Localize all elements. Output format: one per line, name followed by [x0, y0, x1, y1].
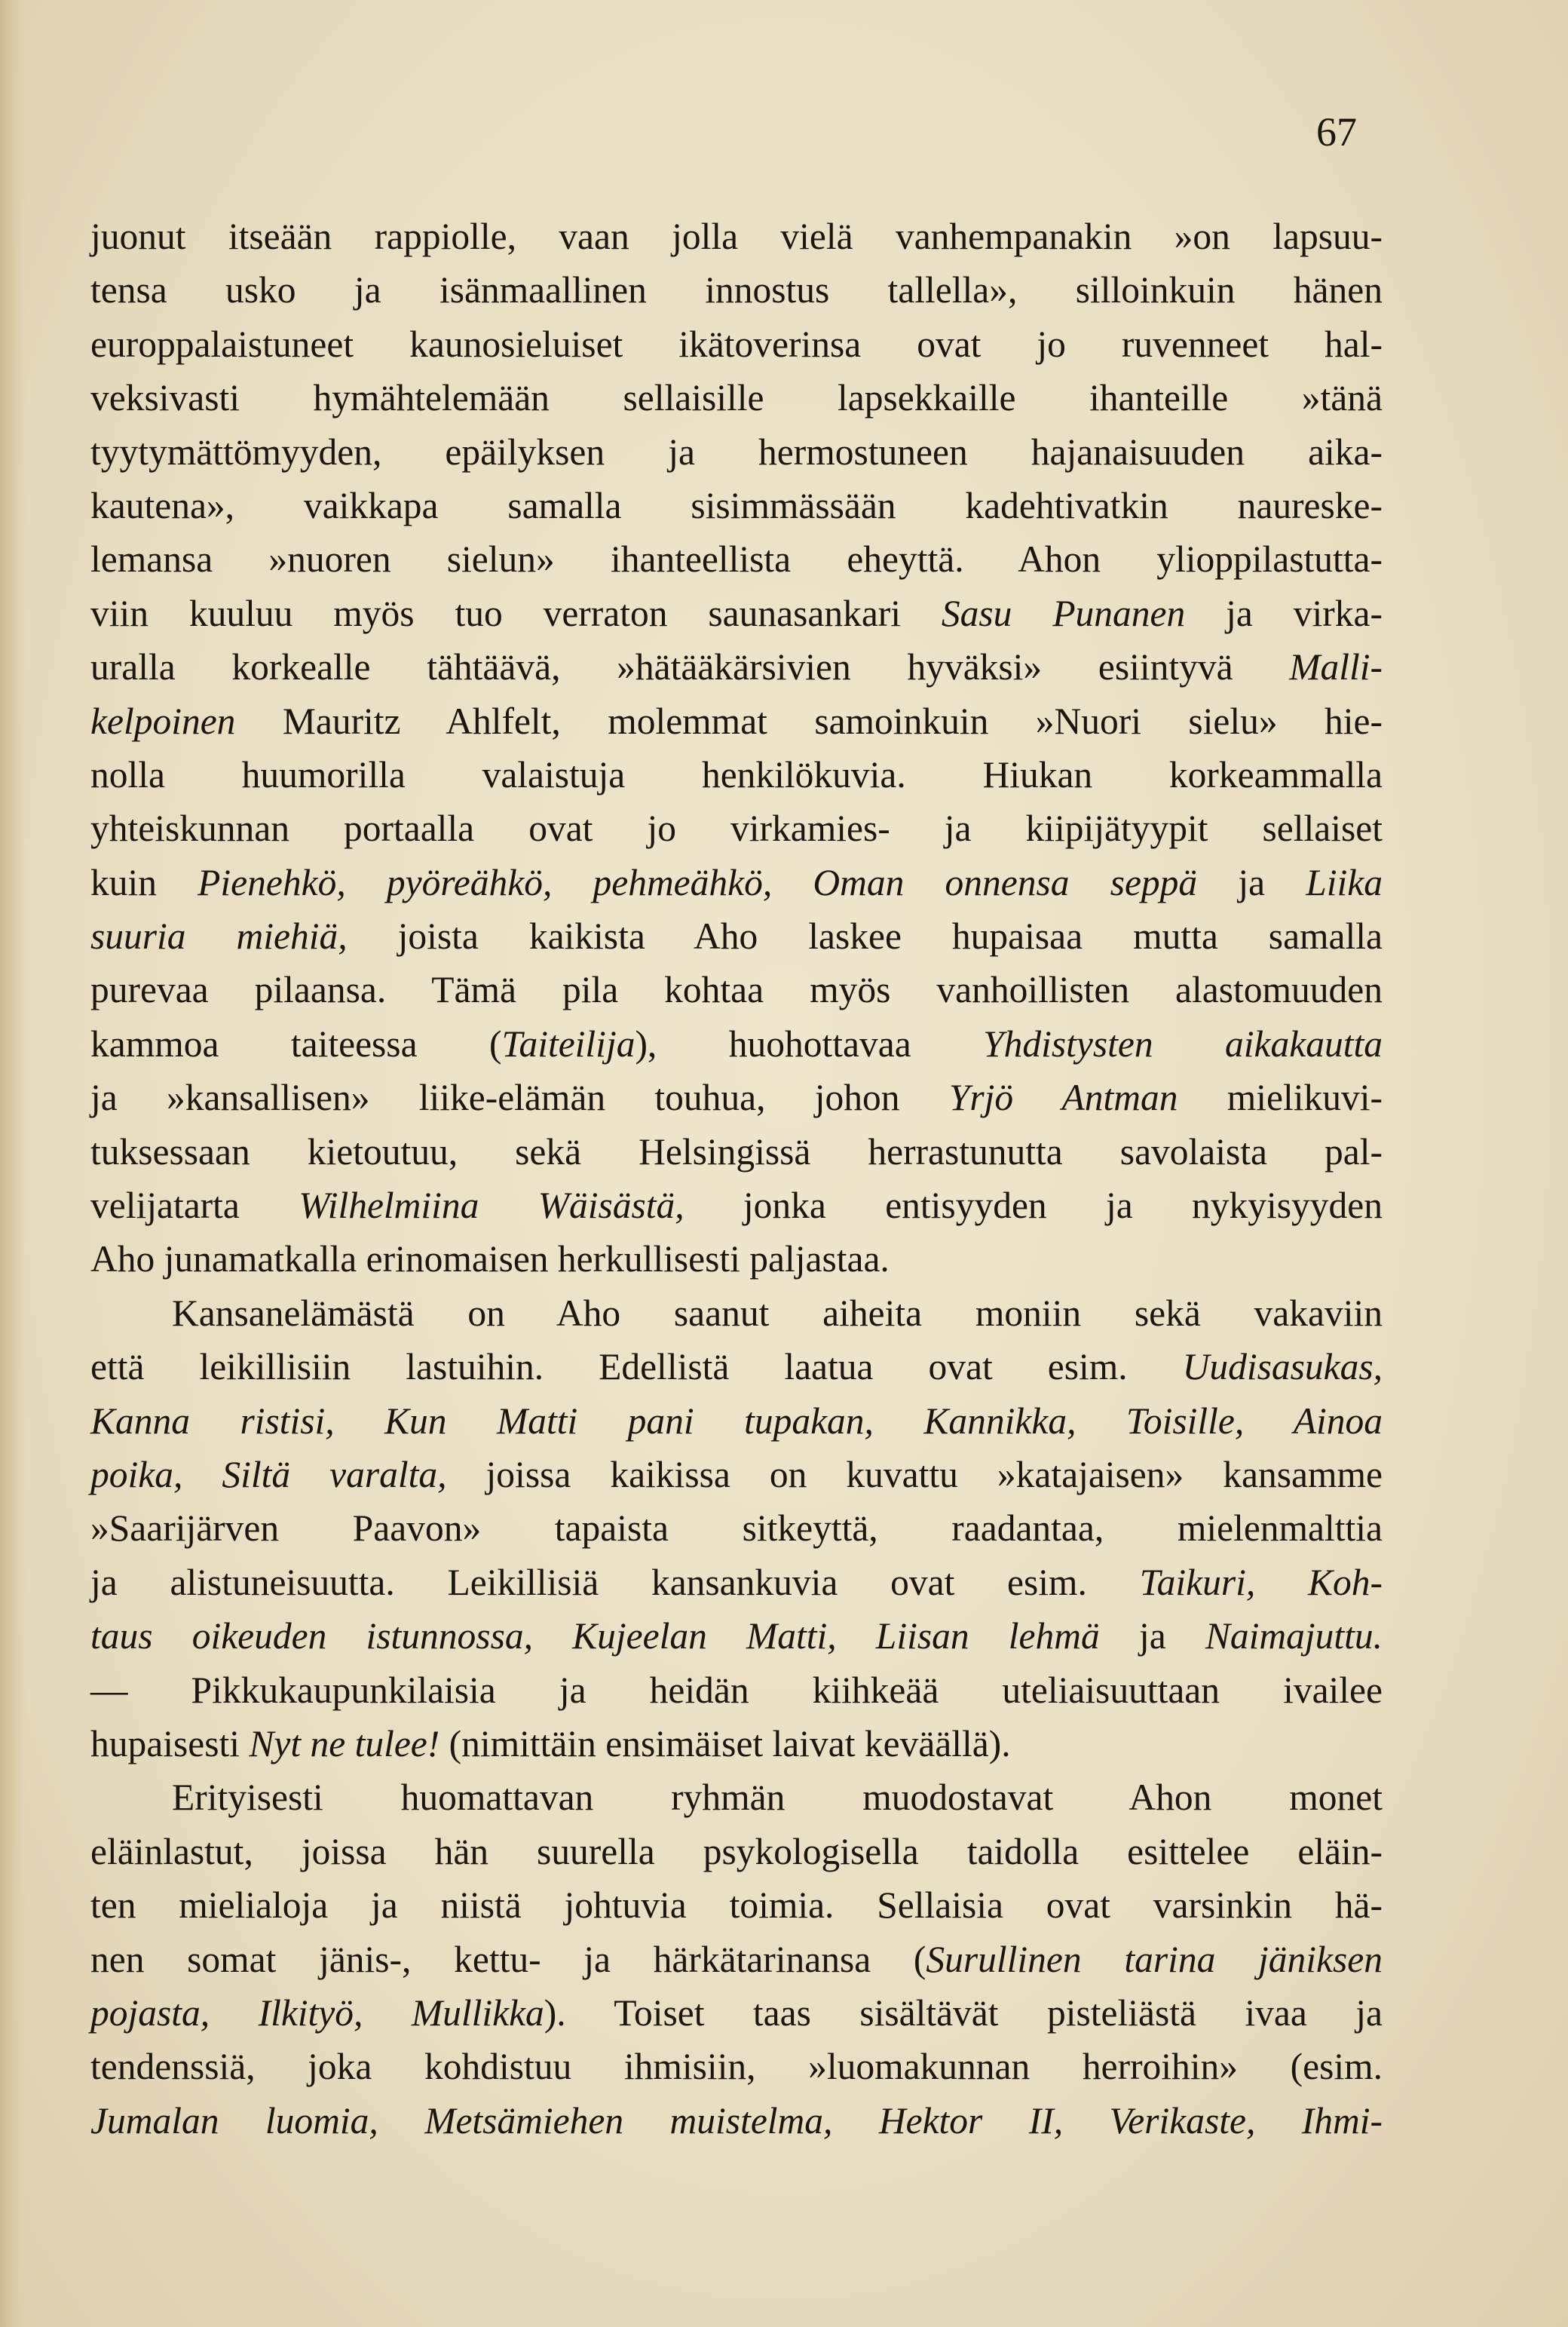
- text-run: ). Toiset taas sisältävät pisteliästä ivaa ja: [544, 1991, 1383, 2034]
- text-line: [90, 532, 1383, 586]
- text-run: ja: [1197, 861, 1306, 903]
- text-line: [90, 2040, 1383, 2093]
- text-run: kammoa taiteessa (: [90, 1022, 502, 1065]
- text-line: [90, 263, 1383, 317]
- text-line: [90, 694, 1383, 748]
- italic-title: pojasta, Ilkityö, Mullikka: [90, 1991, 544, 2034]
- text-line: [90, 909, 1383, 963]
- text-line: [90, 1071, 1383, 1124]
- text-run: tensa usko ja isänmaallinen innostus tallella», silloinkuin hänen: [90, 269, 1383, 311]
- text-run: tuksessaan kietoutuu, sekä Helsingissä herrastunutta savolaista pal-: [90, 1130, 1383, 1173]
- text-run: joista kaikista Aho laskee hupaisaa mutta samalla: [347, 915, 1383, 958]
- text-run: »Saarijärven Paavon» tapaista sitkeyttä, raadantaa, mielenmalttia: [90, 1507, 1383, 1550]
- italic-title: kelpoinen: [90, 700, 236, 742]
- text-line: [90, 479, 1383, 532]
- text-run: kautena», vaikkapa samalla sisimmässään kadehtivatkin naureske-: [90, 484, 1383, 526]
- text-run: ja »kansallisen» liike-elämän touhua, johon: [90, 1077, 949, 1119]
- text-run: ja: [1099, 1615, 1205, 1657]
- text-run: mielikuvi-: [1178, 1077, 1383, 1119]
- body-text: [90, 210, 1383, 2148]
- italic-title: Uudisasukas,: [1182, 1346, 1383, 1388]
- text-line: [90, 2094, 1383, 2148]
- text-line: [90, 371, 1383, 425]
- text-run: tendenssiä, joka kohdistuu ihmisiin, »luomakunnan herroihin» (esim.: [90, 2046, 1383, 2088]
- text-line: [90, 802, 1383, 855]
- italic-title: poika, Siltä varalta,: [90, 1453, 447, 1495]
- italic-title: Nyt ne tulee!: [249, 1722, 440, 1764]
- text-run: europpalaistuneet kaunosieluiset ikätoverinsa ovat jo ruvenneet hal-: [90, 323, 1383, 365]
- text-line: [90, 1933, 1383, 1986]
- text-run: joissa kaikissa on kuvattu »katajaisen» kansamme: [446, 1453, 1383, 1495]
- text-line: [90, 1448, 1383, 1501]
- italic-title: Wilhelmiina Wäisästä,: [299, 1185, 684, 1227]
- text-run: — Pikkukaupunkilaisia ja heidän kiihkeää uteliaisuuttaan ivailee: [90, 1669, 1383, 1711]
- text-line: [90, 1717, 1383, 1771]
- text-line: [90, 1125, 1383, 1179]
- italic-title: Taikuri, Koh-: [1139, 1561, 1383, 1603]
- text-run: nolla huumorilla valaistuja henkilökuvia. Hiukan korkeammalla: [90, 753, 1383, 796]
- italic-title: Pienehkö, pyöreähkö, pehmeähkö, Oman onnensa seppä: [198, 861, 1198, 903]
- text-line: [90, 856, 1383, 909]
- text-run: eläinlastut, joissa hän suurella psykologisella taidolla esittelee eläin-: [90, 1830, 1383, 1872]
- text-run: että leikillisiin lastuihin. Edellistä laatua ovat esim.: [90, 1346, 1183, 1388]
- text-line: [90, 1556, 1383, 1609]
- italic-title: suuria miehiä,: [90, 915, 348, 958]
- text-line: [90, 1179, 1383, 1232]
- text-run: velijatarta: [90, 1185, 299, 1227]
- italic-title: Liika: [1306, 861, 1383, 903]
- page-gutter-shadow: [0, 0, 26, 2327]
- text-run: Aho junamatkalla erinomaisen herkullisesti paljastaa.: [90, 1238, 890, 1280]
- text-run: viin kuuluu myös tuo verraton saunasankari: [90, 592, 942, 634]
- text-run: ten mielialoja ja niistä johtuvia toimia. Sellaisia ovat varsinkin hä-: [90, 1884, 1383, 1927]
- text-line: [90, 1017, 1383, 1071]
- italic-title: Yhdistysten aikakautta: [983, 1022, 1383, 1065]
- italic-title: Jumalan luomia, Metsämiehen muistelma, Hektor II, Verikaste, Ihmi-: [90, 2099, 1383, 2142]
- text-line: [90, 1394, 1383, 1448]
- text-run: (nimittäin ensimäiset laivat keväällä).: [439, 1722, 1011, 1764]
- italic-title: Malli-: [1289, 646, 1383, 688]
- text-run: ja alistuneisuutta. Leikillisiä kansankuvia ovat esim.: [90, 1561, 1140, 1603]
- text-line: [90, 1501, 1383, 1555]
- text-line: [90, 963, 1383, 1016]
- text-run: nen somat jänis-, kettu- ja härkätarinansa (: [90, 1938, 926, 1980]
- text-run: Erityisesti huomattavan ryhmän muodostavat Ahon monet: [172, 1777, 1383, 1819]
- italic-title: Taiteilija: [501, 1022, 635, 1065]
- text-line: [90, 1609, 1383, 1663]
- text-run: lemansa »nuoren sielun» ihanteellista eheyttä. Ahon ylioppilastutta-: [90, 538, 1383, 581]
- text-line: [90, 210, 1383, 263]
- page-number: 67: [1316, 109, 1357, 155]
- text-run: ), huohottavaa: [635, 1022, 984, 1065]
- text-run: Mauritz Ahlfelt, molemmat samoinkuin »Nuori sielu» hie-: [235, 700, 1383, 742]
- text-run: yhteiskunnan portaalla ovat jo virkamies- ja kiipijätyypit sellaiset: [90, 808, 1383, 850]
- text-line: [90, 1286, 1383, 1340]
- text-line: [90, 1232, 1383, 1286]
- text-line: [90, 1663, 1383, 1717]
- text-line: [90, 587, 1383, 640]
- text-run: purevaa pilaansa. Tämä pila kohtaa myös vanhoillisten alastomuuden: [90, 969, 1383, 1011]
- text-line: [90, 1878, 1383, 1932]
- text-run: juonut itseään rappiolle, vaan jolla vielä vanhempanakin »on lapsuu-: [90, 216, 1383, 257]
- text-run: veksivasti hymähtelemään sellaisille lapsekkaille ihanteille »tänä: [90, 377, 1383, 419]
- text-line: [90, 317, 1383, 371]
- text-run: Kansanelämästä on Aho saanut aiheita moniin sekä vakaviin: [172, 1292, 1383, 1334]
- text-line: [90, 1825, 1383, 1878]
- text-line: [90, 1986, 1383, 2040]
- text-line: [90, 425, 1383, 479]
- italic-title: Yrjö Antman: [948, 1077, 1178, 1119]
- italic-title: Kanna ristisi, Kun Matti pani tupakan, Kannikka, Toisille, Ainoa: [90, 1400, 1383, 1442]
- text-line: [90, 1771, 1383, 1824]
- italic-title: Naimajuttu.: [1205, 1615, 1383, 1657]
- italic-title: taus oikeuden istunnossa, Kujeelan Matti, Liisan lehmä: [90, 1615, 1100, 1657]
- italic-title: Sasu Punanen: [941, 592, 1186, 634]
- text-line: [90, 640, 1383, 694]
- text-line: [90, 1340, 1383, 1393]
- italic-title: Surullinen tarina jäniksen: [926, 1938, 1383, 1980]
- text-run: ja virka-: [1185, 592, 1383, 634]
- text-run: jonka entisyyden ja nykyisyyden: [684, 1185, 1383, 1227]
- text-run: tyytymättömyyden, epäilyksen ja hermostuneen hajanaisuuden aika-: [90, 431, 1383, 473]
- text-run: hupaisesti: [90, 1722, 250, 1764]
- text-line: [90, 748, 1383, 802]
- text-run: kuin: [90, 861, 198, 903]
- text-run: uralla korkealle tähtäävä, »hätääkärsivien hyväksi» esiintyvä: [90, 646, 1290, 688]
